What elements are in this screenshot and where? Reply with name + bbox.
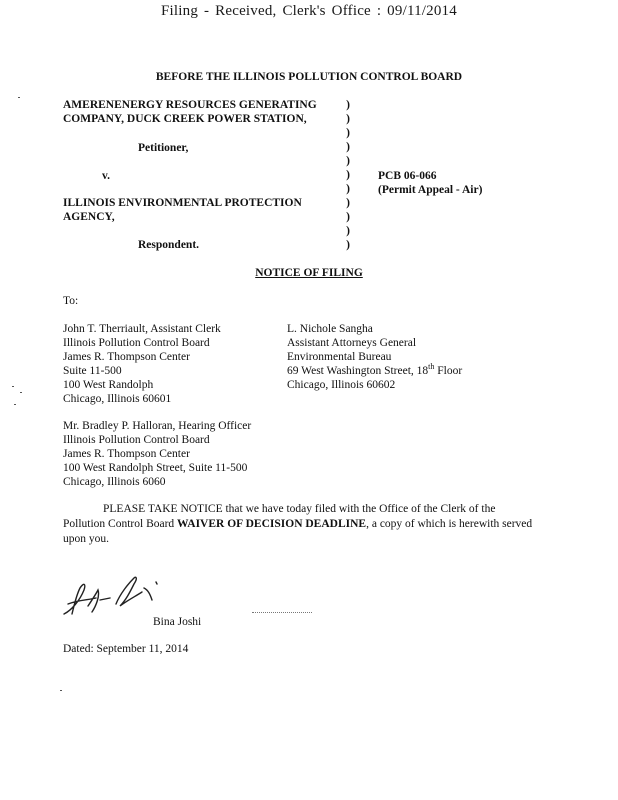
respondent-name-line2: AGENCY, — [63, 211, 115, 223]
board-title: BEFORE THE ILLINOIS POLLUTION CONTROL BOARD — [155, 71, 463, 83]
notice-text: PLEASE TAKE NOTICE that we have today filed with the Office of the Clerk of the Pollution Control Board — [63, 503, 496, 530]
address-text: 69 West Washington Street, 18 — [287, 365, 429, 377]
respondent-name-line1: ILLINOIS ENVIRONMENTAL PROTECTION — [63, 197, 302, 209]
scan-speck — [20, 392, 22, 393]
versus: v. — [102, 170, 110, 182]
ordinal-suffix: th — [428, 362, 435, 372]
notice-title: NOTICE OF FILING — [255, 267, 363, 279]
recipient-attorney-general — [287, 322, 462, 392]
address-line: 100 West Randolph Street, Suite 11-500 — [63, 462, 248, 474]
recipient-clerk — [63, 322, 221, 406]
address-line: L. Nichole Sangha — [287, 323, 373, 335]
document-title: WAIVER OF DECISION DEADLINE — [177, 518, 367, 530]
paren: ) — [346, 183, 350, 195]
address-line: Chicago, Illinois 6060 — [63, 476, 166, 488]
paren: ) — [346, 239, 350, 251]
petitioner-name-line2: COMPANY, DUCK CREEK POWER STATION, — [63, 113, 307, 125]
address-line: Chicago, Illinois 60601 — [63, 393, 172, 405]
dated-line: Dated: September 11, 2014 — [63, 643, 189, 655]
notice-text: , a copy of which is herewith served upon you. — [63, 518, 533, 545]
recipient-hearing-officer — [63, 419, 251, 489]
scan-speck — [60, 690, 62, 691]
address-line — [287, 364, 462, 378]
signer-name: Bina Joshi — [153, 616, 202, 628]
case-number: PCB 06-066 — [378, 170, 437, 182]
caption-parentheses — [343, 98, 353, 252]
address-line: John T. Therriault, Assistant Clerk — [63, 323, 221, 335]
notice-paragraph — [63, 502, 533, 547]
address-line: Environmental Bureau — [287, 351, 392, 363]
paren: ) — [346, 127, 350, 139]
address-line: Assistant Attorneys General — [287, 337, 417, 349]
scan-speck — [14, 404, 16, 405]
address-line: Mr. Bradley P. Halloran, Hearing Officer — [63, 420, 252, 432]
respondent-label: Respondent. — [138, 239, 200, 251]
case-type: (Permit Appeal - Air) — [378, 184, 483, 196]
address-line: Illinois Pollution Control Board — [63, 337, 210, 349]
paren: ) — [346, 141, 350, 153]
paren: ) — [346, 169, 350, 181]
address-line: 100 West Randolph — [63, 379, 154, 391]
paren: ) — [346, 197, 350, 209]
address-text: Floor — [434, 365, 463, 377]
address-line: James R. Thompson Center — [63, 351, 190, 363]
petitioner-label: Petitioner, — [138, 142, 189, 154]
paren: ) — [346, 99, 350, 111]
paren: ) — [346, 225, 350, 237]
signature-line — [252, 612, 312, 614]
scan-speck — [12, 386, 14, 387]
address-line: Illinois Pollution Control Board — [63, 434, 210, 446]
filing-stamp-header: Filing - Received, Clerk's Office : 09/11/2014 — [161, 3, 457, 19]
address-line: James R. Thompson Center — [63, 448, 190, 460]
paren: ) — [346, 155, 350, 167]
to-label: To: — [63, 295, 79, 307]
paren: ) — [346, 113, 350, 125]
address-line: Suite 11-500 — [63, 365, 122, 377]
petitioner-name-line1: AMERENENERGY RESOURCES GENERATING — [63, 99, 317, 111]
paren: ) — [346, 211, 350, 223]
address-line: Chicago, Illinois 60602 — [287, 379, 396, 391]
scan-speck — [18, 97, 20, 98]
